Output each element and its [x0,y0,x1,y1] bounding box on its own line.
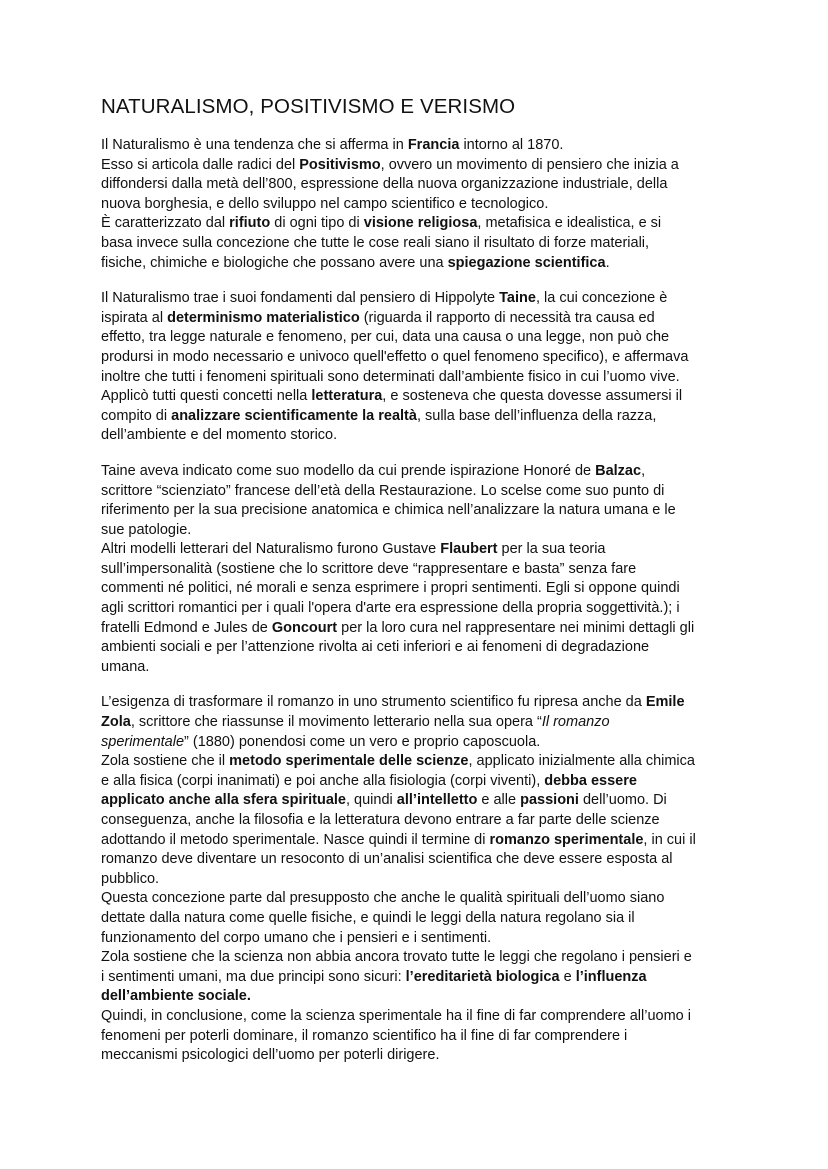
text-run: funzionamento del corpo umano che i pensieri e i sentimenti. [101,929,492,946]
text-line [101,195,768,215]
paragraph [101,289,768,446]
bold-text: l’influenza [575,968,647,985]
text-run: meccanismi psicologici dell’uomo per poterli dirigere. [101,1047,440,1064]
text-line [101,462,768,482]
text-line [101,658,768,678]
text-run: Quindi, in conclusione, come la scienza sperimentale ha il fine di far comprendere all’uomo i [101,1007,691,1024]
bold-text: Francia [407,137,460,153]
text-run: sull’impersonalità (sostiene che lo scrittore deve “rappresentare e basta” senza fare [101,560,637,577]
text-line [101,831,768,851]
bold-text: applicato anche alla sfera spirituale [101,792,346,809]
bold-text: Zola [101,714,131,731]
text-run: di ogni tipo di [270,215,364,232]
bold-text: determinismo materialistico [167,309,360,326]
bold-text: dell’ambiente sociale. [101,988,251,1005]
text-run: Altri modelli letterari del Naturalismo furono Gustave [101,541,441,558]
text-run: agli scrittori romantici per i quali l'opera d'arte era espressione della propria soggettività.); i [101,600,680,617]
text-line [101,348,768,368]
text-line [101,289,768,309]
bold-text: Taine [499,290,536,307]
text-line [101,175,768,195]
text-line [101,772,768,792]
text-line [101,579,768,599]
text-run: prodursi in modo necessario e univoco quell'effetto o quel fenomeno specifico), e affermava [101,348,689,365]
text-run: , sulla base dell’influenza della razza, [416,407,657,424]
text-line [101,987,768,1007]
text-line [101,599,768,619]
text-run: riferimento per la sua precisione anatomica e chimica nell’analizzare la natura umana e le [101,502,676,519]
text-run: commenti né politici, né morali e senza esprimere i propri sentimenti. Egli si oppone quindi [101,580,680,597]
text-run: È caratterizzato dal [101,215,230,232]
text-run: per la loro cura nel rappresentare nei minimi dettagli gli [337,619,695,636]
text-line [101,619,768,639]
text-run: ” (1880) ponendosi come un vero e proprio caposcuola. [184,733,541,750]
text-line [101,713,768,733]
text-line [101,638,768,658]
text-run: L’esigenza di trasformare il romanzo in uno strumento scientifico fu ripresa anche da [101,694,646,711]
text-run: , [641,462,646,479]
bold-text: l’ereditarietà biologica [405,968,560,985]
text-line [101,752,768,772]
text-run: , scrittore che riassunse il movimento letterario nella sua opera “ [130,714,542,731]
bold-text: metodo sperimentale delle scienze [229,753,469,770]
paragraph [101,462,768,678]
text-run: fisiche, chimiche e biologiche che possano avere una [101,254,448,271]
text-run: , la cui concezione è [535,290,668,307]
text-run: dettate dalla natura come quelle fisiche, e quindi le leggi della natura regolano sia il [101,909,635,926]
text-line [101,1027,768,1047]
text-run: , in cui il [643,831,696,848]
text-line [101,1046,768,1066]
bold-text: spiegazione scientifica [447,254,606,271]
text-run: pubblico. [101,870,160,887]
text-run: fratelli Edmond e Jules de [101,619,272,636]
text-run: , e sosteneva che questa dovesse assumersi il [382,388,683,405]
italic-text: sperimentale [101,733,185,750]
text-line [101,948,768,968]
text-line [101,1007,768,1027]
bold-text: rifiuto [229,215,271,232]
italic-text: Il romanzo [541,714,610,731]
text-run: Il Naturalismo trae i suoi fondamenti dal pensiero di Hippolyte [101,290,500,307]
document-body [101,136,768,1066]
paragraph [101,693,768,1065]
text-run: compito di [101,407,172,424]
bold-text: all’intelletto [396,792,478,809]
text-run: Zola sostiene che il [101,753,230,770]
bold-text: letteratura [311,388,383,405]
text-run: conseguenza, anche la filosofia e la letteratura devono entrare a far parte delle scienze [101,812,660,828]
text-run: e alle [477,792,521,809]
text-line [101,482,768,502]
text-run: ambienti sociali e per l’attenzione rivolta ai ceti inferiori e ai fenomeni di degradazione [101,639,650,656]
text-line [101,929,768,949]
text-line [101,387,768,407]
text-run: e [559,968,576,985]
text-run: e alla fisica (corpi inanimati) e poi anche alla fisiologia (corpi viventi), [101,772,545,789]
text-line [101,870,768,890]
text-run: (riguarda il rapporto di necessità tra causa ed [359,309,655,326]
text-line [101,811,768,831]
text-run: dell’ambiente e del momento storico. [101,427,338,444]
text-run: basa invece sulla concezione che tutte le cose reali siano il risultato di forze materiali, [101,234,650,251]
text-line [101,540,768,560]
text-run: , ovvero un movimento di pensiero che inizia a [380,156,679,173]
paragraph [101,136,768,273]
text-run: Taine aveva indicato come suo modello da cui prende ispirazione Honoré de [101,462,596,479]
text-line [101,426,768,446]
text-line [101,254,768,274]
text-line [101,368,768,388]
text-line [101,407,768,427]
text-line [101,234,768,254]
bold-text: Positivismo [299,156,381,173]
page-title: NATURALISMO, POSITIVISMO E VERISMO [101,95,516,118]
bold-text: Flaubert [440,541,498,558]
text-line [101,850,768,870]
text-line [101,156,768,176]
text-line [101,136,768,156]
text-run: effetto, tra legge naturale e fenomeno, per cui, data una causa o una legge, non può che [101,329,670,346]
text-line [101,889,768,909]
text-run: Questa concezione parte dal presupposto che anche le qualità spirituali dell’uomo siano [101,890,665,907]
text-run: diffondersi dalla metà dell’800, espressione della nuova organizzazione industriale, della [101,176,668,193]
text-line [101,521,768,541]
text-run: Il Naturalismo è una tendenza che si afferma in [101,137,408,153]
text-run: , quindi [346,792,397,809]
text-run: adottando il metodo sperimentale. Nasce quindi il termine di [101,831,490,848]
bold-text: debba essere [544,772,637,789]
text-run: ispirata al [101,309,168,326]
text-run: Zola sostiene che la scienza non abbia ancora trovato tutte le leggi che regolano i pensieri e [101,949,692,966]
text-run: Esso si articola dalle radici del [101,156,300,173]
text-run: fenomeni per poterli dominare, il romanzo scientifico ha il fine di far comprendere i [101,1027,628,1044]
text-line [101,791,768,811]
text-line [101,968,768,988]
text-line [101,501,768,521]
text-line [101,733,768,753]
text-run: sue patologie. [101,521,192,538]
text-run: inoltre che tutti i fenomeni spirituali sono determinati dall’ambiente fisico in cui l’uomo vive. [101,368,680,385]
text-run: intorno al 1870. [459,137,564,153]
text-run: scrittore “scienziato” francese dell’età della Restaurazione. Lo scelse come suo punto di [101,482,665,499]
text-run: i sentimenti umani, ma due principi sono sicuri: [101,968,406,985]
text-line [101,309,768,329]
text-run: , applicato inizialmente alla chimica [468,753,695,770]
text-line [101,328,768,348]
text-run: dell’uomo. Di [578,792,667,809]
bold-text: Balzac [595,462,642,479]
bold-text: romanzo sperimentale [489,831,644,848]
bold-text: Goncourt [271,619,338,636]
text-run: . [605,254,610,271]
text-run: romanzo deve diventare un resoconto di un’analisi scientifica che deve essere esposta al [101,851,673,868]
text-run: nuova borghesia, e dello sviluppo nel campo scientifico e tecnologico. [101,195,549,212]
text-run: , metafisica e idealistica, e si [477,215,662,232]
text-run: umana. [101,658,150,675]
text-run: Applicò tutti questi concetti nella [101,388,312,405]
bold-text: visione religiosa [363,215,478,232]
text-line [101,693,768,713]
text-line [101,214,768,234]
bold-text: analizzare scientificamente la realtà [171,407,417,424]
bold-text: Emile [645,694,685,711]
text-run: per la sua teoria [497,541,606,558]
bold-text: passioni [520,792,579,809]
text-line [101,909,768,929]
text-line [101,560,768,580]
